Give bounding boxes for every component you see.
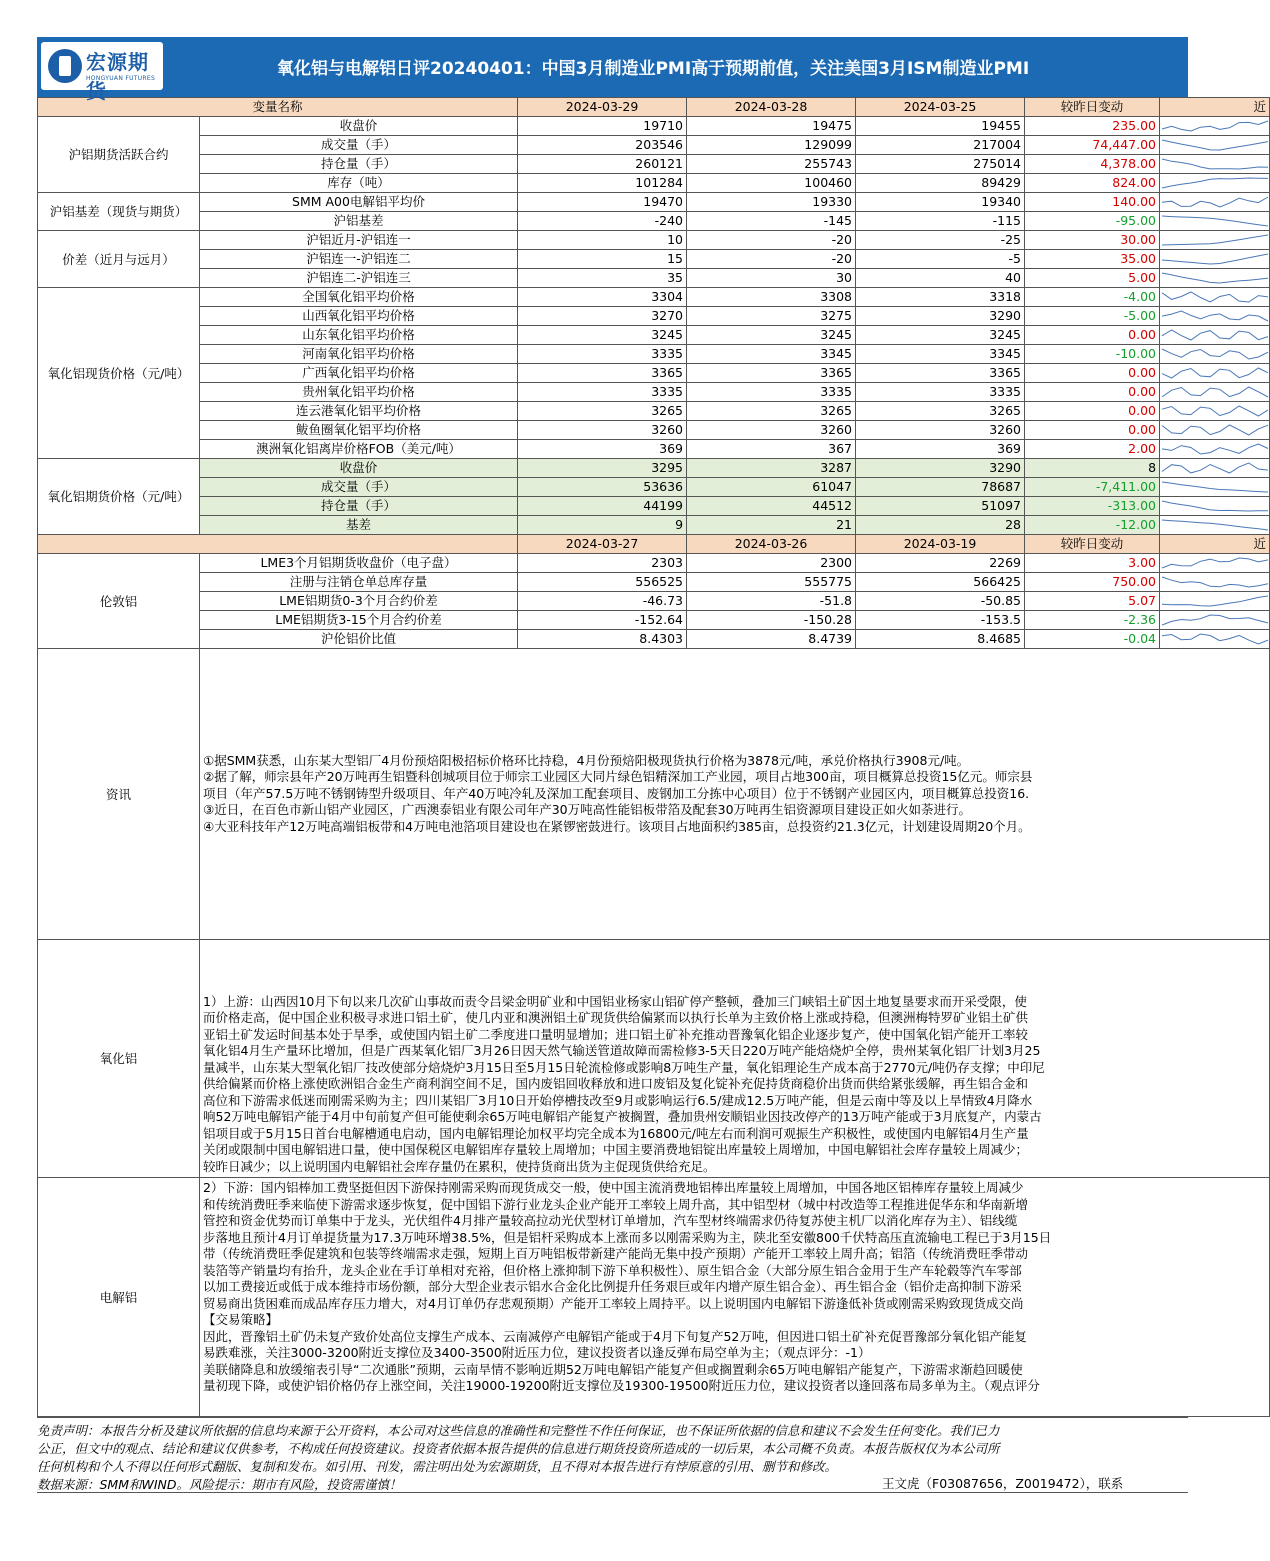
value-cell: 3335 [856, 383, 1025, 402]
change-cell: 0.00 [1025, 402, 1160, 421]
variable-name: 沪伦铝价比值 [200, 630, 518, 649]
value-cell: 3260 [856, 421, 1025, 440]
table-row [38, 174, 1270, 193]
trend-sparkline [1160, 326, 1270, 345]
col-trend: 近 [1160, 535, 1270, 554]
value-cell: -115 [856, 212, 1025, 231]
value-cell: 44199 [518, 497, 687, 516]
text-line: 因此，晋豫铝土矿仍未复产致价处高位支撑生产成本、云南减停产电解铝产能或于4月下旬复产52万吨，但因进口铝土矿补充促晋豫部分氧化铝产能复 [203, 1328, 1027, 1344]
news-label: 资讯 [38, 649, 200, 940]
text-line: 以加工费接近或低于成本维持市场份额，部分大型企业表示铝水合金化比例提升任务艰巨或年内增产原生铝合金）、再生铝合金（铝价走高抑制下游采 [203, 1279, 1022, 1294]
text-line: 管控和资金优势而订单集中于龙头，光伏组件4月排产量较高拉动光伏型材订单增加，汽车型材终端需求仍待复苏使主机厂以消化库存为主）、铝线缆 [203, 1213, 1018, 1228]
change-cell: 5.07 [1025, 592, 1160, 611]
variable-name: 贵州氧化铝平均价格 [200, 383, 518, 402]
value-cell: 101284 [518, 174, 687, 193]
trend-sparkline [1160, 573, 1270, 592]
change-cell: 140.00 [1025, 193, 1160, 212]
text-line: 高位和下游需求低迷而刚需采购为主；四川某铝厂3月10日开始停槽技改至9月或影响运行6.5/建成12.5万吨产能，但是云南中等及以上旱情致4月降水 [203, 1092, 1033, 1108]
table-row [38, 250, 1270, 269]
value-cell: -46.73 [518, 592, 687, 611]
report-banner [37, 37, 1188, 103]
value-cell: 44512 [687, 497, 856, 516]
trend-sparkline [1160, 193, 1270, 212]
text-line: 1）上游：山西因10月下旬以来几次矿山事故而责令吕梁金明矿业和中国铝业杨家山铝矿停产整顿，叠加三门峡铝土矿因土地复垦要求而开采受限，使 [203, 993, 1027, 1009]
brand-logo [41, 42, 163, 103]
table-row [38, 326, 1270, 345]
value-cell: 19470 [518, 193, 687, 212]
text-line: 较昨日减少；以上说明国内电解铝社会库存量仍在累积，使持货商出货为主促现货供给充足。 [203, 1158, 716, 1174]
text-line: 量初现下降，或使沪铝价格仍存上涨空间，关注19000-19200附近支撑位及19300-19500附近压力位，建议投资者以逢回落布局多单为主。（观点评分 [203, 1378, 1040, 1393]
variable-name: 持仓量（手） [200, 497, 518, 516]
col-date-2: 2024-03-26 [687, 535, 856, 554]
brand-logo-icon [48, 49, 82, 83]
value-cell: 3308 [687, 288, 856, 307]
text-line: 带（传统消费旺季促建筑和包装等终端需求走强，短期上百万吨铝板带新建产能尚无集中投产预期）产能开工率较上周升高；铝箔（传统消费旺季带动 [203, 1246, 1029, 1261]
value-cell: 10 [518, 231, 687, 250]
col-date-3: 2024-03-19 [856, 535, 1025, 554]
value-cell: 8.4303 [518, 630, 687, 649]
trend-sparkline [1160, 402, 1270, 421]
value-cell: 203546 [518, 136, 687, 155]
value-cell: 19475 [687, 117, 856, 136]
value-cell: 369 [856, 440, 1025, 459]
text-line: 【交易策略】 [203, 1312, 279, 1327]
variable-name: 山西氧化铝平均价格 [200, 307, 518, 326]
table-row [38, 307, 1270, 326]
category-label: 价差（近月与远月） [38, 231, 200, 288]
variable-name: 收盘价 [200, 117, 518, 136]
value-cell: 3270 [518, 307, 687, 326]
change-cell: 750.00 [1025, 573, 1160, 592]
change-cell: -10.00 [1025, 345, 1160, 364]
value-cell: 556525 [518, 573, 687, 592]
value-cell: 100460 [687, 174, 856, 193]
value-cell: 369 [518, 440, 687, 459]
text-line: 项目（年产57.5万吨不锈钢铸型升级项目、年产40万吨冷轧及深加工配套项目、废钢加工分拣中心项目）位于不锈钢产业园区内，项目概算总投资16. [203, 785, 1030, 801]
table-row [38, 421, 1270, 440]
change-cell: 0.00 [1025, 364, 1160, 383]
change-cell: -0.04 [1025, 630, 1160, 649]
variable-name: 收盘价 [200, 459, 518, 478]
electrolytic-section [38, 1178, 1270, 1417]
value-cell: 8.4739 [687, 630, 856, 649]
variable-name: 沪铝连二-沪铝连三 [200, 269, 518, 288]
value-cell: 8.4685 [856, 630, 1025, 649]
change-cell: -2.36 [1025, 611, 1160, 630]
trend-sparkline [1160, 231, 1270, 250]
brand-name-cn: 宏源期货 [86, 50, 149, 103]
value-cell: 19710 [518, 117, 687, 136]
value-cell: 51097 [856, 497, 1025, 516]
alumina-section [38, 940, 1270, 1178]
value-cell: 3318 [856, 288, 1025, 307]
col-change: 较昨日变动 [1025, 535, 1160, 554]
value-cell: 3290 [856, 307, 1025, 326]
table-row [38, 136, 1270, 155]
col-variable-name: 变量名称 [38, 98, 518, 117]
variable-name: 山东氧化铝平均价格 [200, 326, 518, 345]
report-title: 氧化铝与电解铝日评20240401：中国3月制造业PMI高于预期前值，关注美国3月ISM制造业PMI [277, 59, 1030, 79]
col-date-1: 2024-03-29 [518, 98, 687, 117]
value-cell: 3365 [856, 364, 1025, 383]
table-row [38, 478, 1270, 497]
table-row [38, 288, 1270, 307]
trend-sparkline [1160, 288, 1270, 307]
variable-name: 持仓量（手） [200, 155, 518, 174]
value-cell: 3365 [518, 364, 687, 383]
trend-sparkline [1160, 364, 1270, 383]
table-row [38, 459, 1270, 478]
value-cell: 61047 [687, 478, 856, 497]
category-label: 沪铝期货活跃合约 [38, 117, 200, 193]
electrolytic-label: 电解铝 [38, 1178, 200, 1417]
value-cell: 28 [856, 516, 1025, 535]
table-row [38, 440, 1270, 459]
text-line: 亚铝土矿发运时间基本处于旱季，或使国内铝土矿二季度进口量明显增加；进口铝土矿补充推动晋豫氧化铝企业逐步复产，使中国氧化铝产能开工率较 [203, 1026, 1029, 1042]
value-cell: -152.64 [518, 611, 687, 630]
text-line: 2）下游：国内铝棒加工费坚挺但因下游保持刚需采购而现货成交一般，使中国主流消费地铝棒出库量较上周增加，中国各地区铝棒库存量较上周减少 [203, 1180, 1024, 1195]
text-line: ①据SMM获悉，山东某大型铝厂4月份预焙阳极招标价格环比持稳，4月份预焙阳极现货执行价格为3878元/吨，承兑价格执行3908元/吨。 [203, 752, 970, 768]
value-cell: 89429 [856, 174, 1025, 193]
disclaimer-line: 任何机构和个人不得以任何形式翻版、复制和发布。如引用、刊发，需注明出处为宏源期货，且不得对本报告进行有悖原意的引用、删节和修改。 [37, 1459, 838, 1474]
table-row [38, 364, 1270, 383]
value-cell: 275014 [856, 155, 1025, 174]
variable-name: 基差 [200, 516, 518, 535]
disclaimer-line: 公正，但文中的观点、结论和建议仅供参考，不构成任何投资建议。投资者依据本报告提供的信息进行期货投资所造成的一切后果，本公司概不负责。本报告版权仅为本公司所 [37, 1441, 1000, 1456]
text-line: 关闭或限制中国电解铝进口量，使中国保税区电解铝库存量较上周增加；中国主要消费地铝锭出库量较上周增加，中国电解铝社会库存量较上周减少； [203, 1142, 1029, 1157]
data-table [37, 97, 1270, 1417]
col-date-3: 2024-03-25 [856, 98, 1025, 117]
text-line: 而价格走高，促中国企业积极寻求进口铝土矿，使几内亚和澳洲铝土矿现货供给偏紧而以执行长单为主致价格上涨或持稳，但澳洲梅特罗矿业铝土矿供 [203, 1010, 1029, 1025]
col-blank [38, 535, 518, 554]
trend-sparkline [1160, 516, 1270, 535]
value-cell: 15 [518, 250, 687, 269]
value-cell: 78687 [856, 478, 1025, 497]
change-cell: -4.00 [1025, 288, 1160, 307]
variable-name: 沪铝基差 [200, 212, 518, 231]
value-cell: 217004 [856, 136, 1025, 155]
value-cell: 19455 [856, 117, 1025, 136]
value-cell: -20 [687, 250, 856, 269]
value-cell: 3245 [856, 326, 1025, 345]
table-row [38, 497, 1270, 516]
category-label: 氧化铝现货价格（元/吨） [38, 288, 200, 459]
value-cell: 3365 [687, 364, 856, 383]
text-line: 氧化铝4月生产量环比增加，但是广西某氧化铝厂3月26日因天然气输送管道故障而需检修3-5天日220万吨产能焙烧炉全停，贵州某氧化铝厂计划3月25 [203, 1043, 1041, 1058]
change-cell: 2.00 [1025, 440, 1160, 459]
table-row [38, 402, 1270, 421]
trend-sparkline [1160, 383, 1270, 402]
trend-sparkline [1160, 345, 1270, 364]
change-cell: 4,378.00 [1025, 155, 1160, 174]
value-cell: 2303 [518, 554, 687, 573]
trend-sparkline [1160, 478, 1270, 497]
trend-sparkline [1160, 611, 1270, 630]
category-label: 伦敦铝 [38, 554, 200, 649]
value-cell: 3245 [687, 326, 856, 345]
table-row [38, 231, 1270, 250]
change-cell: -95.00 [1025, 212, 1160, 231]
table-row [38, 117, 1270, 136]
value-cell: 3287 [687, 459, 856, 478]
value-cell: 40 [856, 269, 1025, 288]
trend-sparkline [1160, 117, 1270, 136]
change-cell: -313.00 [1025, 497, 1160, 516]
value-cell: 53636 [518, 478, 687, 497]
disclaimer-line: 数据来源：SMM和WIND。风险提示：期市有风险，投资需谨慎！ [37, 1477, 402, 1492]
table-row [38, 554, 1270, 573]
variable-name: 广西氧化铝平均价格 [200, 364, 518, 383]
value-cell: -153.5 [856, 611, 1025, 630]
change-cell: 0.00 [1025, 421, 1160, 440]
value-cell: 3335 [518, 383, 687, 402]
text-line: 响52万吨电解铝产能于4月中旬前复产但可能使剩余65万吨电解铝产能复产被搁置，叠加贵州安顺铝业因技改停产的13万吨产能或于3月底复产，内蒙古 [203, 1109, 1042, 1124]
change-cell: 824.00 [1025, 174, 1160, 193]
value-cell: 260121 [518, 155, 687, 174]
disclaimer-line: 免责声明：本报告分析及建议所依据的信息均来源于公开资料，本公司对这些信息的准确性和完整性不作任何保证，也不保证所依据的信息和建议不会发生任何变化。我们已力 [37, 1423, 1000, 1438]
trend-sparkline [1160, 497, 1270, 516]
variable-name: 河南氧化铝平均价格 [200, 345, 518, 364]
value-cell: 3245 [518, 326, 687, 345]
trend-sparkline [1160, 459, 1270, 478]
trend-sparkline [1160, 212, 1270, 231]
value-cell: -145 [687, 212, 856, 231]
trend-sparkline [1160, 269, 1270, 288]
table-row [38, 212, 1270, 231]
variable-name: 沪铝近月-沪铝连一 [200, 231, 518, 250]
value-cell: 3295 [518, 459, 687, 478]
value-cell: 3265 [687, 402, 856, 421]
value-cell: 129099 [687, 136, 856, 155]
category-label: 氧化铝期货价格（元/吨） [38, 459, 200, 535]
value-cell: 3260 [687, 421, 856, 440]
text-line: ②据了解，师宗县年产20万吨再生铝暨科创城项目位于师宗工业园区大同片绿色铝精深加工产业园，项目占地300亩，项目概算总投资15亿元。师宗县 [203, 769, 1033, 785]
table-row [38, 611, 1270, 630]
table-row [38, 592, 1270, 611]
change-cell: 3.00 [1025, 554, 1160, 573]
value-cell: -5 [856, 250, 1025, 269]
trend-sparkline [1160, 307, 1270, 326]
variable-name: 沪铝连一-沪铝连二 [200, 250, 518, 269]
col-date-2: 2024-03-28 [687, 98, 856, 117]
variable-name: LME铝期货0-3个月合约价差 [200, 592, 518, 611]
text-line: 和传统消费旺季来临使下游需求逐步恢复，促中国铝下游行业龙头企业产能开工率较上周升高，其中铝型材（城中村改造等工程推进促华东和华南新增 [203, 1196, 1029, 1212]
variable-name: LME铝期货3-15个月合约价差 [200, 611, 518, 630]
author-info: 王文虎（F03087656，Z0019472），联系 [882, 1476, 1124, 1491]
news-section [38, 649, 1270, 940]
variable-name: 澳洲氧化铝离岸价格FOB（美元/吨） [200, 440, 518, 459]
value-cell: -25 [856, 231, 1025, 250]
variable-name: SMM A00电解铝平均价 [200, 193, 518, 212]
table-header [38, 98, 1270, 117]
value-cell: 3290 [856, 459, 1025, 478]
col-change: 较昨日变动 [1025, 98, 1160, 117]
variable-name: 成交量（手） [200, 136, 518, 155]
bottom-divider [37, 1492, 1188, 1493]
value-cell: 566425 [856, 573, 1025, 592]
table-row [38, 345, 1270, 364]
value-cell: 3335 [687, 383, 856, 402]
value-cell: -51.8 [687, 592, 856, 611]
change-cell: -7,411.00 [1025, 478, 1160, 497]
value-cell: 2300 [687, 554, 856, 573]
value-cell: -50.85 [856, 592, 1025, 611]
value-cell: 30 [687, 269, 856, 288]
change-cell: 0.00 [1025, 326, 1160, 345]
table-row [38, 516, 1270, 535]
change-cell: -12.00 [1025, 516, 1160, 535]
trend-sparkline [1160, 440, 1270, 459]
change-cell: 35.00 [1025, 250, 1160, 269]
change-cell: 30.00 [1025, 231, 1160, 250]
value-cell: 9 [518, 516, 687, 535]
table-row [38, 383, 1270, 402]
text-line: 铝项目或于5月15日首台电解槽通电启动，国内电解铝理论加权平均完全成本为16800元/吨左右而利润可观振生产积极性，或使国内电解铝4月生产量 [203, 1125, 1029, 1141]
variable-name: 全国氧化铝平均价格 [200, 288, 518, 307]
value-cell: 3345 [856, 345, 1025, 364]
value-cell: 3265 [518, 402, 687, 421]
change-cell: 8 [1025, 459, 1160, 478]
value-cell: 3265 [856, 402, 1025, 421]
value-cell: 3260 [518, 421, 687, 440]
value-cell: -20 [687, 231, 856, 250]
text-line: 装箔等产销量均有抬升，龙头企业在手订单相对充裕，但价格上涨抑制下游下单积极性）、原生铝合金（大部分原生铝合金用于生产车轮毂等汽车零部 [203, 1262, 1022, 1278]
change-cell: 5.00 [1025, 269, 1160, 288]
brand-name-en: HONGYUAN FUTURES [86, 75, 156, 82]
table-row [38, 630, 1270, 649]
news-text [200, 649, 1270, 940]
change-cell: 0.00 [1025, 383, 1160, 402]
report [37, 37, 1267, 1494]
value-cell: 367 [687, 440, 856, 459]
text-line: 步落地且预计4月订单提货量为17.3万吨环增38.5%，但是铝杆采购成本上涨而多以刚需采购为主，陕北至安徽800千伏特高压直流输电工程已于3月15日 [203, 1229, 1052, 1245]
change-cell: 235.00 [1025, 117, 1160, 136]
trend-sparkline [1160, 174, 1270, 193]
trend-sparkline [1160, 155, 1270, 174]
value-cell: 3304 [518, 288, 687, 307]
text-line: 供给偏紧而价格上涨使欧洲铝合金生产商利润空间不足，国内废铝回收释放和进口废铝及复化锭补充促持货商稳价出货而供给紧张缓解，再生铝合金和 [203, 1076, 1029, 1091]
variable-name: LME3个月铝期货收盘价（电子盘） [200, 554, 518, 573]
trend-sparkline [1160, 630, 1270, 649]
trend-sparkline [1160, 250, 1270, 269]
value-cell: 21 [687, 516, 856, 535]
electrolytic-text [200, 1178, 1270, 1417]
table-row [38, 193, 1270, 212]
value-cell: 555775 [687, 573, 856, 592]
value-cell: 3335 [518, 345, 687, 364]
variable-name: 成交量（手） [200, 478, 518, 497]
text-line: 贸易商出货困难而成品库存压力增大，对4月订单仍存悲观预期）产能开工率较上周持平。以上说明国内电解铝下游逢低补货或刚需采购致现货成交尚 [203, 1295, 1024, 1311]
col-trend: 近 [1160, 98, 1270, 117]
value-cell: 3275 [687, 307, 856, 326]
change-cell: -5.00 [1025, 307, 1160, 326]
value-cell: 255743 [687, 155, 856, 174]
text-line: ④大亚科技年产12万吨高端铝板带和4万吨电池箔项目建设也在紧锣密鼓进行。该项目占地面积约385亩，总投资约21.3亿元，计划建设周期20个月。 [203, 818, 1031, 834]
table-header-lme [38, 535, 1270, 554]
value-cell: 2269 [856, 554, 1025, 573]
text-line: ③近日，在百色市新山铝产业园区，广西澳泰铝业有限公司年产30万吨高性能铝板带箔及配套30万吨再生铝资源项目建设正如火如荼进行。 [203, 802, 972, 818]
trend-sparkline [1160, 421, 1270, 440]
variable-name: 鲅鱼圈氧化铝平均价格 [200, 421, 518, 440]
text-line: 量减半，山东某大型氧化铝厂技改使部分焙烧炉3月15日至5月15日轮流检修或影响8万吨生产量，氧化铝理论生产成本高于2770元/吨仍存支撑；中印尼 [203, 1059, 1045, 1075]
variable-name: 连云港氧化铝平均价格 [200, 402, 518, 421]
trend-sparkline [1160, 136, 1270, 155]
change-cell: 74,447.00 [1025, 136, 1160, 155]
trend-sparkline [1160, 592, 1270, 611]
text-line: 美联储降息和放缓缩表引导“二次通胀”预期，云南旱情不影响近期52万吨电解铝产能复产但或搁置剩余65万吨电解铝产能复产，下游需求渐趋回暖使 [203, 1361, 1023, 1377]
alumina-label: 氧化铝 [38, 940, 200, 1178]
value-cell: -150.28 [687, 611, 856, 630]
table-row [38, 155, 1270, 174]
alumina-text [200, 940, 1270, 1178]
trend-sparkline [1160, 554, 1270, 573]
value-cell: 19340 [856, 193, 1025, 212]
table-row [38, 269, 1270, 288]
variable-name: 库存（吨） [200, 174, 518, 193]
variable-name: 注册与注销仓单总库存量 [200, 573, 518, 592]
value-cell: 3345 [687, 345, 856, 364]
col-date-1: 2024-03-27 [518, 535, 687, 554]
value-cell: -240 [518, 212, 687, 231]
value-cell: 35 [518, 269, 687, 288]
category-label: 沪铝基差（现货与期货） [38, 193, 200, 231]
value-cell: 19330 [687, 193, 856, 212]
table-row [38, 573, 1270, 592]
text-line: 易跌难涨，关注3000-3200附近支撑位及3400-3500附近压力位，建议投资者以逢反弹布局空单为主；（观点评分：-1） [203, 1345, 871, 1360]
